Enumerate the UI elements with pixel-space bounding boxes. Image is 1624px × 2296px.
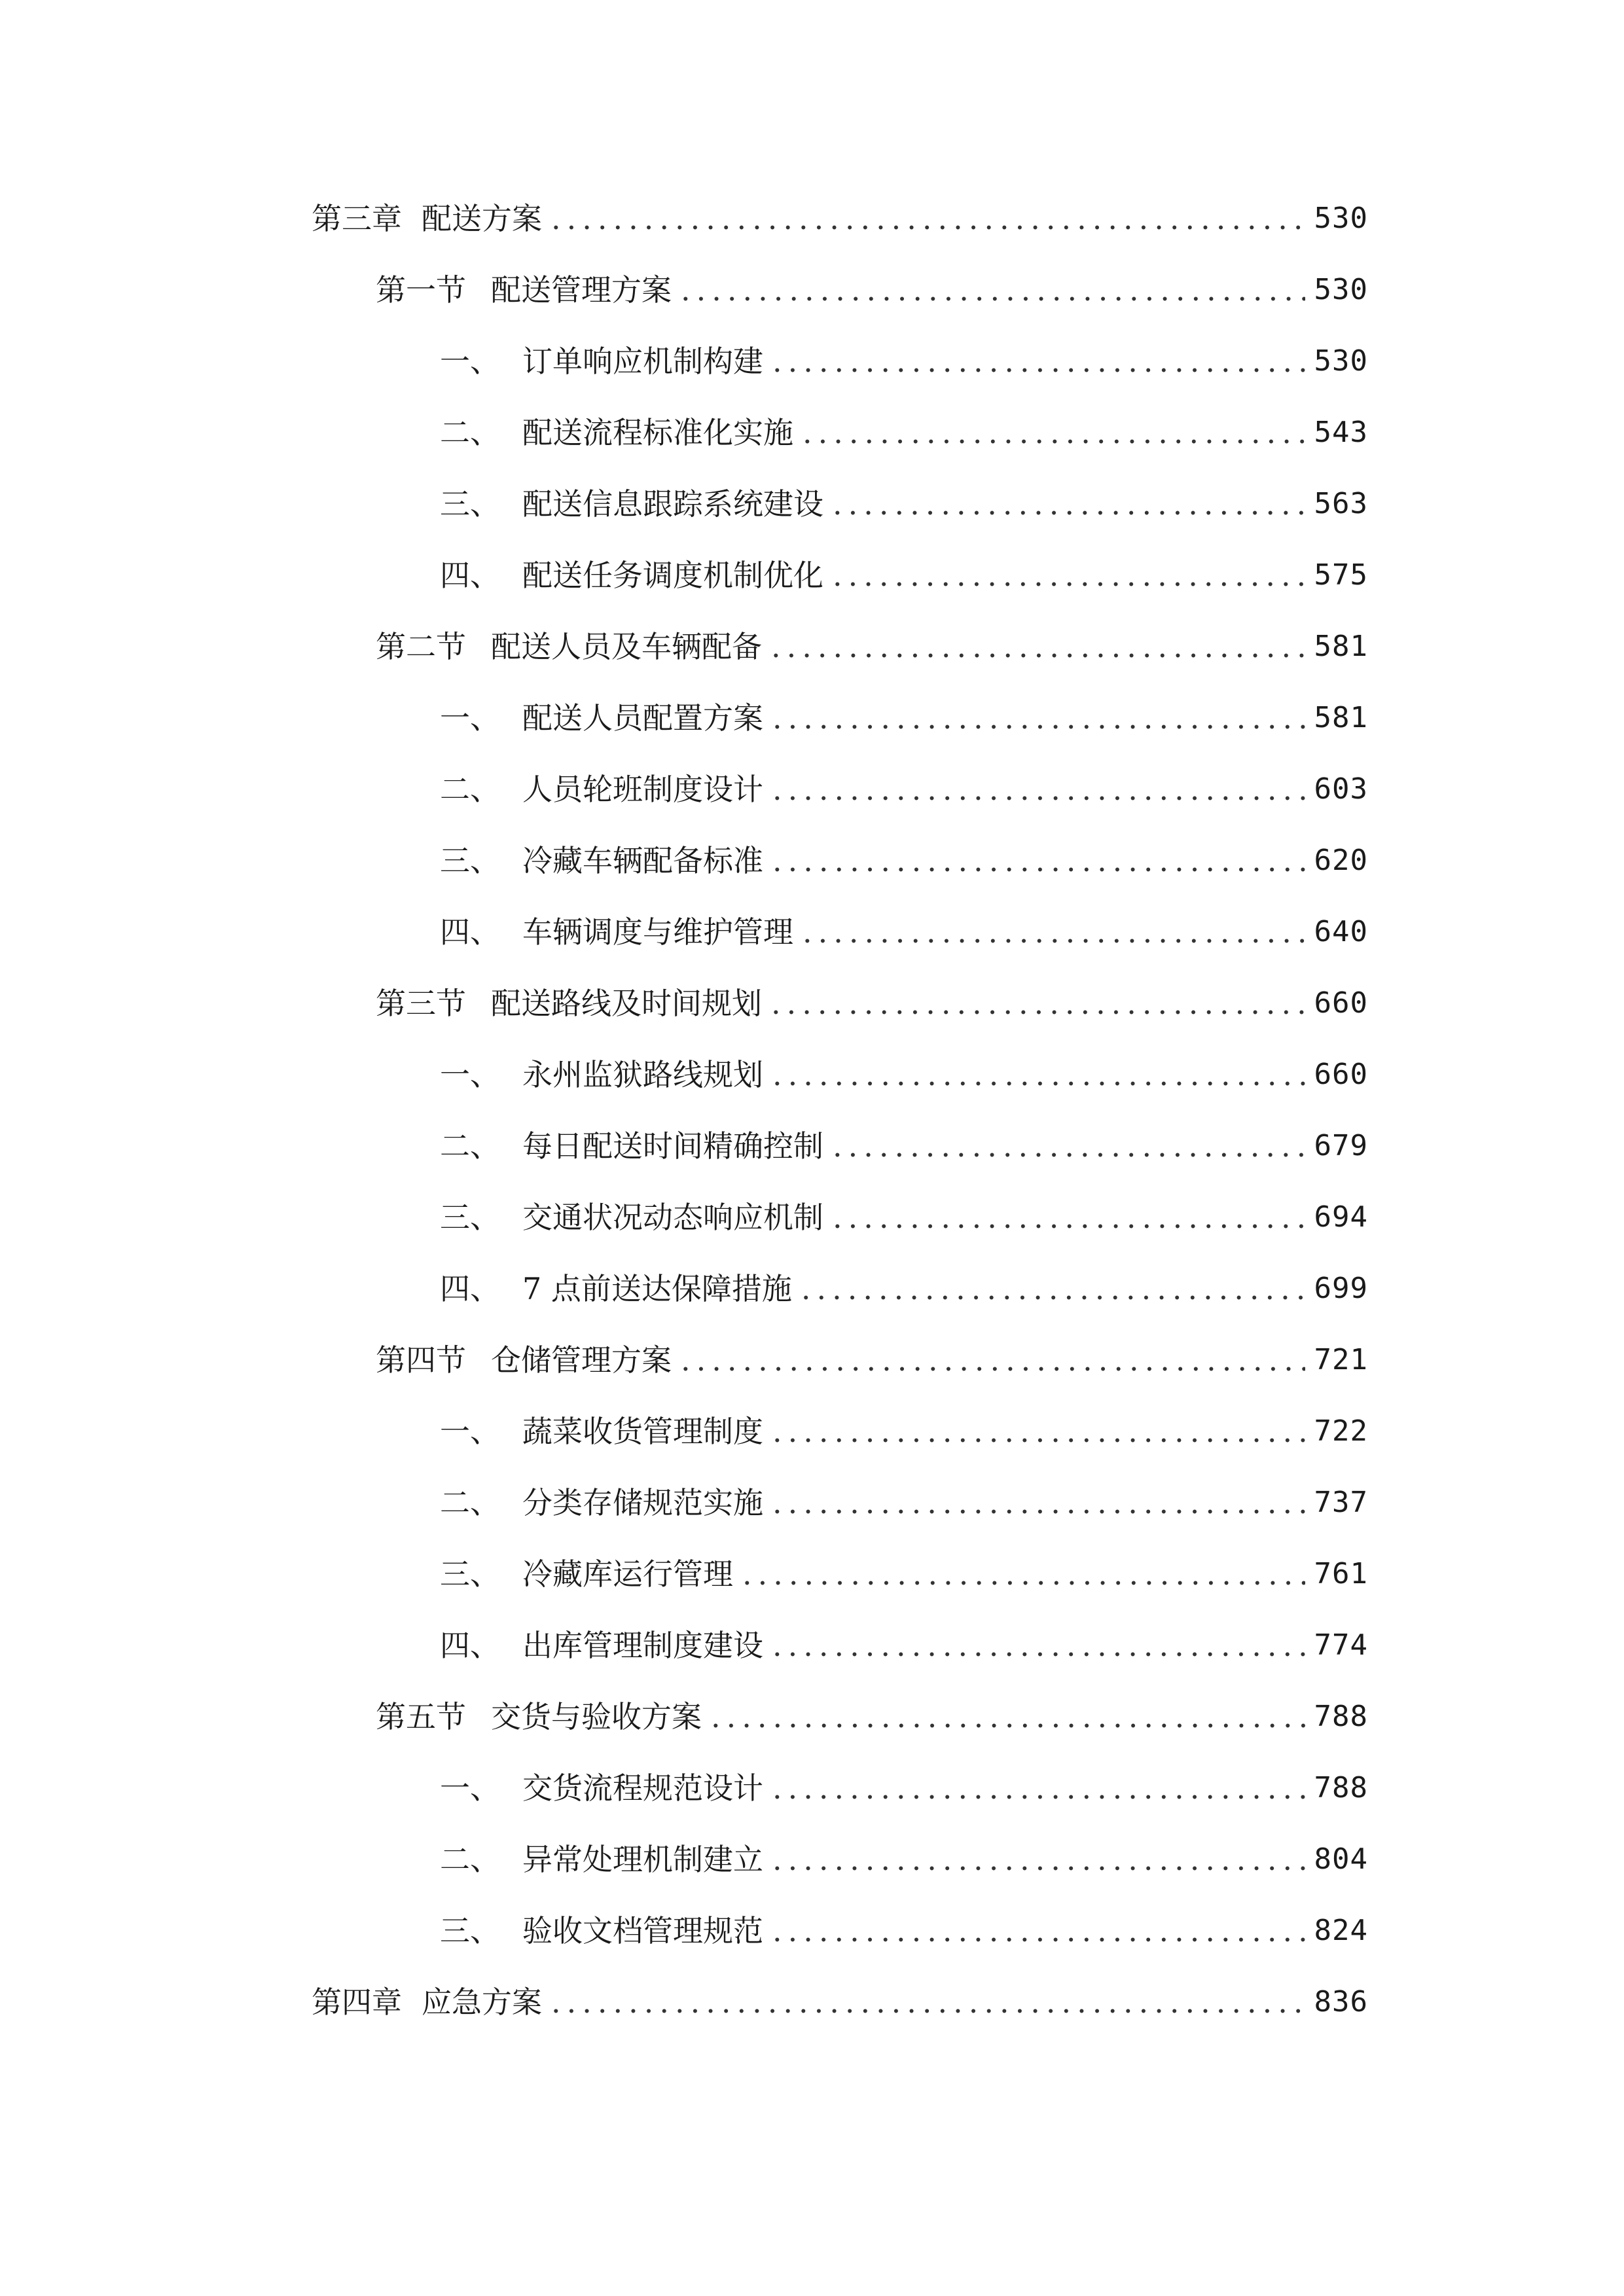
dot-leader [803,406,1305,459]
toc-title: 订单响应机制构建 [522,344,763,379]
dot-leader [681,1334,1305,1386]
toc-item[interactable] [440,1833,1368,1886]
toc-item[interactable] [440,1049,1368,1101]
dot-leader [772,1762,1305,1814]
toc-title: 分类存储规范实施 [522,1485,763,1520]
dot-leader [742,1548,1305,1600]
toc-page-number: 575 [1314,558,1368,592]
toc-number: 一、 [440,344,500,379]
toc-page-number: 581 [1314,630,1368,663]
toc-title: 配送任务调度机制优化 [522,558,823,593]
toc-page-number: 581 [1314,701,1368,734]
toc-number: 第二节 [376,629,466,664]
dot-leader [772,1619,1305,1672]
toc-title: 配送人员及车辆配备 [491,629,762,664]
toc-number: 一、 [440,1414,500,1449]
toc-page-number: 788 [1314,1700,1368,1733]
toc-item[interactable] [440,1120,1368,1172]
toc-number: 一、 [440,1057,500,1092]
dot-leader [772,1833,1305,1886]
toc-title: 蔬菜收货管理制度 [522,1414,763,1449]
dot-leader [772,763,1305,816]
dot-leader [772,1049,1305,1101]
toc-item[interactable] [440,1905,1368,1957]
dot-leader [772,1905,1305,1957]
toc-item[interactable] [440,478,1368,530]
toc-item[interactable] [440,1477,1368,1529]
dot-leader [772,692,1305,744]
toc-number: 三、 [440,486,500,522]
toc-page-number: 694 [1314,1200,1368,1234]
toc-number: 第四节 [376,1342,466,1378]
toc-item[interactable] [440,692,1368,744]
toc-chapter-4[interactable] [312,1976,1368,2028]
toc-section-3-3[interactable] [376,977,1368,1030]
toc-number: 四、 [440,1271,500,1306]
toc-number: 三、 [440,843,500,878]
dot-leader [772,1477,1305,1529]
toc-page-number: 660 [1314,1058,1368,1091]
toc-page-number: 530 [1314,202,1368,235]
toc-page-number: 788 [1314,1771,1368,1804]
dot-leader [551,192,1305,245]
toc-page-number: 660 [1314,986,1368,1020]
dot-leader [833,478,1305,530]
toc-chapter-3[interactable] [312,192,1368,245]
toc-title: 7 点前送达保障措施 [522,1271,792,1306]
toc-number: 一、 [440,700,500,736]
toc-number: 二、 [440,1842,500,1877]
toc-number: 三、 [440,1200,500,1235]
toc-item[interactable] [440,906,1368,958]
dot-leader [772,335,1305,387]
toc-number: 四、 [440,558,500,593]
toc-item[interactable] [440,763,1368,816]
dot-leader [681,264,1305,316]
dot-leader [833,1120,1305,1172]
toc-title: 每日配送时间精确控制 [522,1128,823,1164]
toc-title: 应急方案 [422,1984,542,2020]
toc-section-3-2[interactable] [376,620,1368,673]
toc-title: 配送路线及时间规划 [491,986,762,1021]
toc-number: 第三章 [312,201,402,236]
toc-title: 配送方案 [422,201,542,236]
toc-item[interactable] [440,335,1368,387]
toc-page-number: 543 [1314,416,1368,449]
toc-title: 异常处理机制建立 [522,1842,763,1877]
toc-page-number: 699 [1314,1272,1368,1305]
toc-section-3-1[interactable] [376,264,1368,316]
toc-number: 第一节 [376,272,466,308]
toc-item[interactable] [440,1619,1368,1672]
toc-title: 验收文档管理规范 [522,1913,763,1948]
dot-leader [833,1191,1305,1244]
toc-number: 二、 [440,772,500,807]
toc-page-number: 774 [1314,1628,1368,1662]
toc-title: 出库管理制度建设 [522,1628,763,1663]
toc-page-number: 722 [1314,1414,1368,1448]
toc-section-3-5[interactable] [376,1691,1368,1743]
toc-title: 交货与验收方案 [491,1699,702,1734]
toc-item[interactable] [440,834,1368,887]
toc-page-number: 530 [1314,273,1368,306]
toc-page-number: 563 [1314,487,1368,520]
toc-section-3-4[interactable] [376,1334,1368,1386]
toc-page-number: 761 [1314,1557,1368,1590]
toc-title: 配送流程标准化实施 [522,415,793,450]
toc-item[interactable] [440,1762,1368,1814]
toc-number: 一、 [440,1770,500,1806]
toc-page-number: 824 [1314,1914,1368,1947]
toc-title: 配送管理方案 [491,272,672,308]
dot-leader [772,834,1305,887]
toc-item[interactable] [440,1405,1368,1458]
toc-title: 冷藏库运行管理 [522,1556,733,1592]
toc-title: 冷藏车辆配备标准 [522,843,763,878]
toc-item[interactable] [440,1548,1368,1600]
toc-page-number: 804 [1314,1842,1368,1876]
toc-title: 仓储管理方案 [491,1342,672,1378]
toc-number: 四、 [440,914,500,950]
toc-number: 第四章 [312,1984,402,2020]
toc-title: 交货流程规范设计 [522,1770,763,1806]
toc-item[interactable] [440,1191,1368,1244]
dot-leader [771,620,1305,673]
toc-page-number: 679 [1314,1129,1368,1162]
toc-item[interactable] [440,549,1368,601]
toc-number: 第三节 [376,986,466,1021]
toc-number: 二、 [440,1128,500,1164]
toc-page-number: 603 [1314,772,1368,806]
dot-leader [771,977,1305,1030]
toc-title: 交通状况动态响应机制 [522,1200,823,1235]
toc-item[interactable] [440,406,1368,459]
toc-number: 三、 [440,1913,500,1948]
toc-page-number: 721 [1314,1343,1368,1376]
dot-leader [772,1405,1305,1458]
toc-item[interactable] [440,1263,1368,1315]
dot-leader [801,1263,1305,1315]
toc-title: 车辆调度与维护管理 [522,914,793,950]
toc-title: 永州监狱路线规划 [522,1057,763,1092]
toc-number: 四、 [440,1628,500,1663]
toc-title: 配送信息跟踪系统建设 [522,486,823,522]
toc-number: 第五节 [376,1699,466,1734]
toc-title: 人员轮班制度设计 [522,772,763,807]
dot-leader [551,1976,1305,2028]
toc-number: 三、 [440,1556,500,1592]
toc-title: 配送人员配置方案 [522,700,763,736]
toc-page-number: 640 [1314,915,1368,948]
dot-leader [803,906,1305,958]
toc-page-number: 620 [1314,844,1368,877]
toc-number: 二、 [440,415,500,450]
toc-page-number: 737 [1314,1486,1368,1519]
toc-page-number: 836 [1314,1985,1368,2018]
dot-leader [833,549,1305,601]
toc-page-number: 530 [1314,344,1368,378]
toc-number: 二、 [440,1485,500,1520]
dot-leader [711,1691,1305,1743]
